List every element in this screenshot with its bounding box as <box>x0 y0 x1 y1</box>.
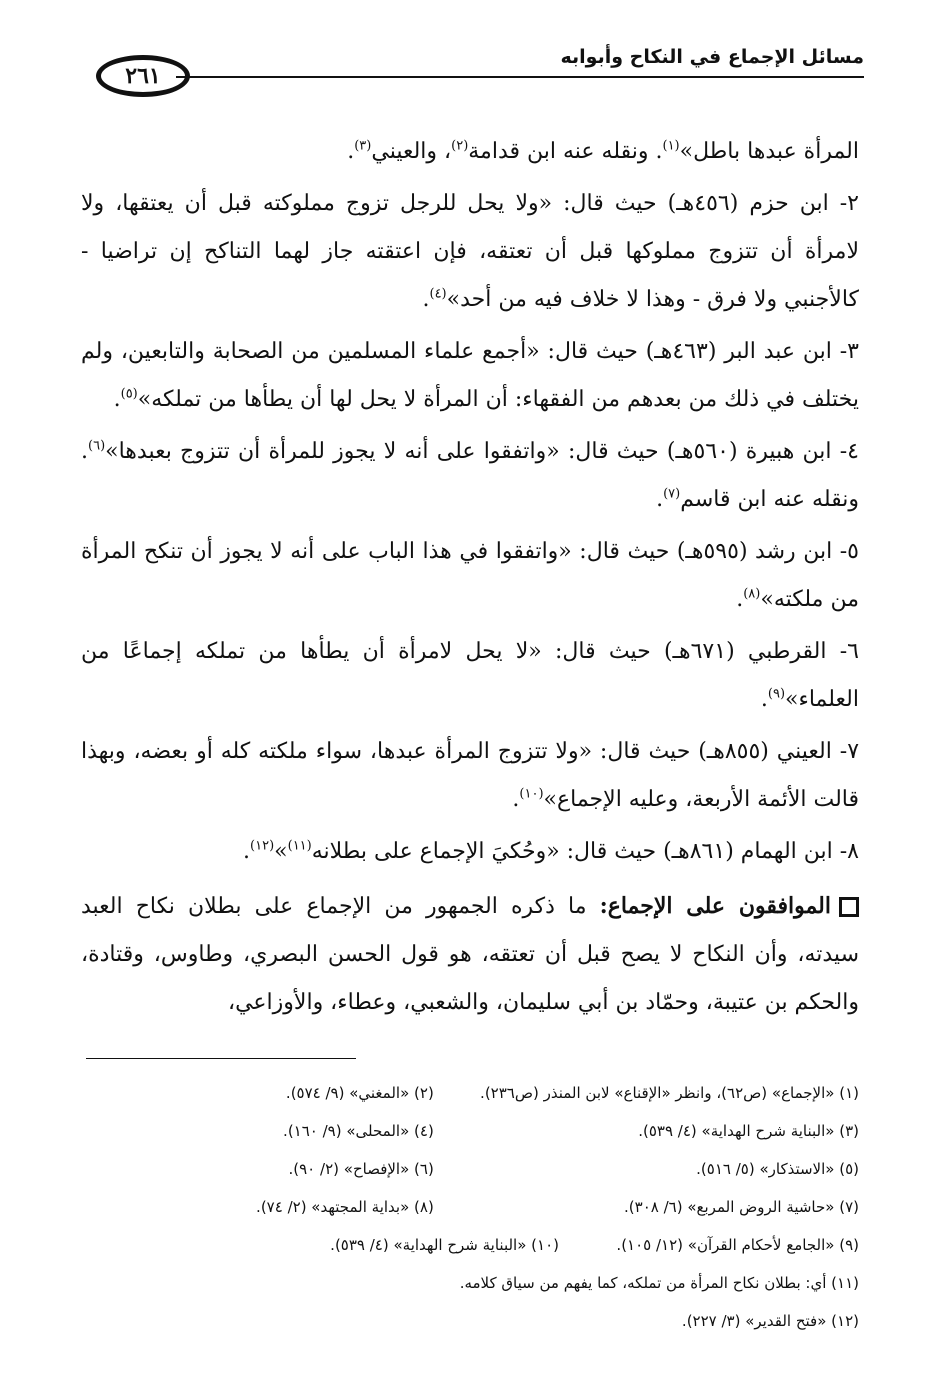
footnote-row <box>81 1188 859 1226</box>
footnotes <box>81 1074 859 1340</box>
text: ٣- ابن عبد البر (٤٦٣هـ) حيث قال: «أجمع علماء المسلمين من الصحابة والتابعين، ولم يختلف في ذلك من بعدهم من الفقهاء: أن المرأة لا يحل لها أن يطأها من تملكه» <box>81 339 859 412</box>
text: . <box>512 787 520 812</box>
text: . <box>113 387 121 412</box>
text: . <box>243 839 251 864</box>
footnote: (٩) «الجامع لأحكام القرآن» (١٢/ ١٠٥). <box>616 1236 859 1254</box>
footnote: (٥) «الاستذكار» (٥/ ٥١٦). <box>696 1160 859 1178</box>
section-label: الموافقون على الإجماع: <box>599 893 831 919</box>
footnote: (٣) «البناية شرح الهداية» (٤/ ٥٣٩). <box>638 1122 859 1140</box>
footnote-ref[interactable]: (٩) <box>767 686 786 702</box>
text: . <box>347 139 355 164</box>
footnote-ref[interactable]: (٥) <box>120 386 138 402</box>
text: ٦- القرطبي (٦٧١هـ) حيث قال: «لا يحل لامرأة أن يطأها من تملكه إجماعًا من العلماء» <box>81 639 859 712</box>
paragraph <box>81 728 859 824</box>
footnote-ref[interactable]: (٦) <box>88 438 106 454</box>
text: ٤- ابن هبيرة (٥٦٠هـ) حيث قال: «واتفقوا على أنه لا يجوز للمرأة أن تتزوج بعبدها» <box>105 439 859 464</box>
text: ٧- العيني (٨٥٥هـ) حيث قال: «ولا تتزوج المرأة عبدها، سواء ملكته كله أو بعضه، وبهذا قالت الأئمة الأربعة، وعليه الإجماع» <box>81 739 860 812</box>
footnote-row <box>81 1150 859 1188</box>
footnote-ref[interactable]: (١) <box>662 138 680 154</box>
paragraph <box>81 328 859 424</box>
paragraph <box>81 428 859 524</box>
footnote-row <box>81 1226 859 1264</box>
header-rule <box>176 76 864 78</box>
paragraph <box>81 828 859 876</box>
main-text <box>81 128 859 1031</box>
square-bullet-icon <box>839 897 859 917</box>
text: . <box>422 287 430 312</box>
footnote: (٧) «حاشية الروض المربع» (٦/ ٣٠٨). <box>624 1198 859 1216</box>
footnote-ref[interactable]: (٧) <box>663 486 681 502</box>
text: . <box>736 587 744 612</box>
footnote-ref[interactable]: (٣) <box>354 138 372 154</box>
footnote: (١١) أي: بطلان نكاح المرأة من تملكه، كما يفهم من سياق كلامه. <box>459 1274 859 1292</box>
paragraph <box>81 882 859 1027</box>
footnote: (٦) «الإفصاح» (٢/ ٩٠). <box>288 1160 434 1178</box>
footnote-ref[interactable]: (٤) <box>429 286 447 302</box>
page-number: ٢٦١ <box>125 63 161 89</box>
paragraph <box>81 128 859 176</box>
text: . <box>760 687 768 712</box>
footnote: (١٢) «فتح القدير» (٣/ ٢٢٧). <box>681 1312 859 1330</box>
text: ٢- ابن حزم (٤٥٦هـ) حيث قال: «ولا يحل للرجل تزوج مملوكته قبل أن يعتقها، ولا لامرأة أن تتزوج مملوكها قبل أن تعتقه، فإن اعتقته جاز لهما التناكح إن تراضيا - كالأجنبي ولا فرق - وهذا لا خلاف فيه من أحد» <box>81 191 859 312</box>
paragraph <box>81 528 859 624</box>
footnote-ref[interactable]: (٨) <box>743 586 761 602</box>
footnote: (١) «الإجماع» (ص٦٢)، وانظر «الإقناع» لابن المنذر (ص٢٣٦). <box>480 1084 859 1102</box>
text: ما ذكره الجمهور من الإجماع على بطلان نكاح العبد سيدته، وأن النكاح لا يصح قبل أن تعتقه، هو قول الحسن البصري، وطاوس، وقتادة، والحكم بن عتيبة، وحمّاد بن أبي سليمان، والشعبي، وعطاء، والأوزاعي، <box>81 894 859 1015</box>
text: » <box>274 839 288 864</box>
footnote-row <box>81 1074 859 1112</box>
footnote-ref[interactable]: (١١) <box>287 838 312 854</box>
footnote-ref[interactable]: (١٠) <box>519 786 544 802</box>
footnote: (١٠) «البناية شرح الهداية» (٤/ ٥٣٩). <box>330 1236 559 1254</box>
text: المرأة عبدها باطل» <box>679 139 859 164</box>
text: ٥- ابن رشد (٥٩٥هـ) حيث قال: «واتفقوا في هذا الباب على أنه لا يجوز أن تنكح المرأة من ملكته» <box>81 539 859 612</box>
footnote-row <box>81 1112 859 1150</box>
page-header <box>96 40 864 120</box>
footnote-separator <box>86 1058 356 1059</box>
text: ، والعيني <box>371 139 452 164</box>
running-title: مسائل الإجماع في النكاح وأبوابه <box>560 46 864 68</box>
paragraph <box>81 180 859 324</box>
paragraph <box>81 628 859 724</box>
page-number-oval <box>96 55 190 97</box>
text: . <box>656 487 664 512</box>
text: . ونقله عنه ابن قاسم <box>81 439 859 512</box>
footnote: (٢) «المغني» (٩/ ٥٧٤). <box>285 1084 434 1102</box>
footnote: (٤) «المحلى» (٩/ ١٦٠). <box>283 1122 434 1140</box>
footnote: (٨) «بداية المجتهد» (٢/ ٧٤). <box>256 1198 434 1216</box>
footnote-ref[interactable]: (١٢) <box>250 838 275 854</box>
text: . ونقله عنه ابن قدامة <box>468 139 663 164</box>
text: ٨- ابن الهمام (٨٦١هـ) حيث قال: «وحُكيَ الإجماع على بطلانه <box>311 839 859 864</box>
footnote-ref[interactable]: (٢) <box>451 138 469 154</box>
